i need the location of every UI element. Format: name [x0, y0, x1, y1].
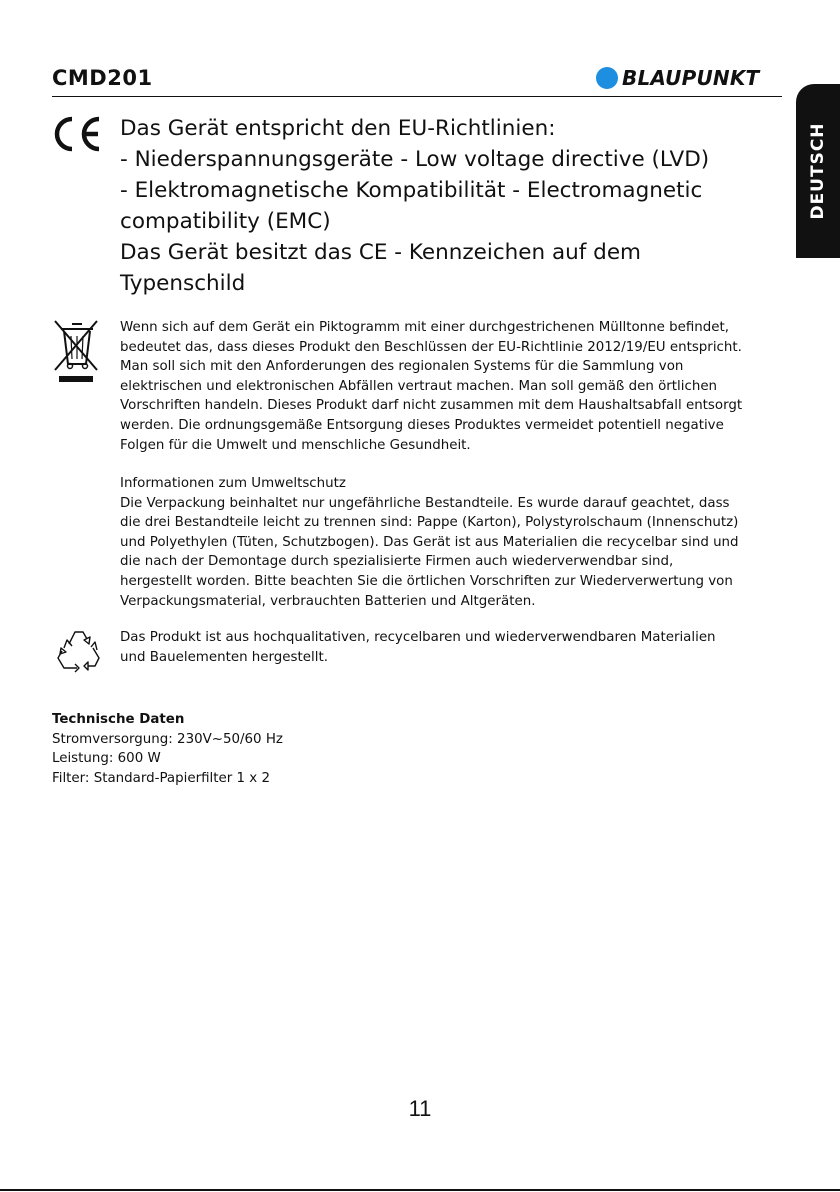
header-divider: [52, 96, 782, 97]
ce-line: Das Gerät entspricht den EU-Richtlinien:: [120, 116, 556, 141]
ce-line: compatibility (EMC): [120, 209, 331, 234]
bottom-divider: [0, 1189, 840, 1191]
crossed-bin-icon: [52, 318, 100, 384]
weee-text: [120, 318, 790, 455]
recycle-line: Das Produkt ist aus hochqualitativen, recycelbaren und wiederverwendbaren Materialien: [120, 630, 716, 645]
environment-line: hergestellt worden. Bitte beachten Sie die örtlichen Vorschriften zur Wiederverwertung von: [120, 573, 733, 589]
weee-line: Man soll sich mit den Anforderungen des regionalen Systems für die Sammlung von: [120, 359, 684, 375]
language-tab: [796, 84, 840, 258]
weee-line: werden. Die ordnungsgemäße Entsorgung dieses Produktes vermeidet potentiell negative: [120, 417, 724, 433]
ce-line: - Elektromagnetische Kompatibilität - Electromagnetic: [120, 178, 703, 203]
weee-line: bedeutet das, dass dieses Produkt den Beschlüssen der EU-Richtlinie 2012/19/EU entspricht.: [120, 339, 742, 355]
technical-data-line: Stromversorgung: 230V~50/60 Hz: [52, 731, 283, 747]
recycle-line: und Bauelementen hergestellt.: [120, 649, 328, 665]
weee-line: Wenn sich auf dem Gerät ein Piktogramm mit einer durchgestrichenen Mülltonne befindet,: [120, 320, 730, 335]
environment-line: und Polyethylen (Tüten, Schutzbogen). Das Gerät ist aus Materialien die recycelbar sind und: [120, 534, 739, 550]
environment-heading: Informationen zum Umweltschutz: [120, 476, 346, 491]
weee-line: Folgen für die Umwelt und menschliche Gesundheit.: [120, 437, 471, 453]
ce-mark-icon: [52, 114, 104, 154]
ce-line: Typenschild: [120, 271, 246, 296]
recycle-text: [120, 628, 790, 667]
model-name: CMD201: [52, 66, 153, 90]
page-number: 11: [408, 1096, 432, 1121]
brand-logo: [596, 64, 759, 92]
ce-line: - Niederspannungsgeräte - Low voltage directive (LVD): [120, 147, 710, 172]
technical-data: [52, 710, 283, 788]
technical-data-line: Filter: Standard-Papierfilter 1 x 2: [52, 770, 270, 786]
weee-line: Vorschriften handeln. Dieses Produkt darf nicht zusammen mit dem Haushaltsabfall entsorgt: [120, 398, 743, 414]
technical-data-line: Leistung: 600 W: [52, 751, 161, 767]
ce-line: Das Gerät besitzt das CE - Kennzeichen auf dem: [120, 240, 641, 265]
brand-name: BLAUPUNKT: [622, 66, 760, 90]
technical-data-title: Technische Daten: [52, 712, 185, 727]
environment-line: Verpackungsmaterial, verbrauchten Batterien und Altgeräten.: [120, 593, 536, 609]
recycle-icon: [55, 626, 101, 676]
weee-line: elektrischen und elektronischen Abfällen vertraut machen. Man soll gemäß den örtlichen: [120, 378, 718, 394]
environment-line: die drei Bestandteile leicht zu trennen sind: Pappe (Karton), Polystyrolschaum (Innenschutz): [120, 515, 739, 531]
brand-dot-icon: [596, 67, 618, 89]
environment-line: die nach der Demontage durch spezialisierte Firmen auch wiederverwendbar sind,: [120, 554, 674, 570]
ce-declaration: [120, 113, 790, 299]
language-tab-label: DEUTSCH: [808, 122, 828, 220]
environment-text: [120, 474, 790, 611]
environment-line: Die Verpackung beinhaltet nur ungefährliche Bestandteile. Es wurde darauf geachtet, dass: [120, 495, 730, 511]
